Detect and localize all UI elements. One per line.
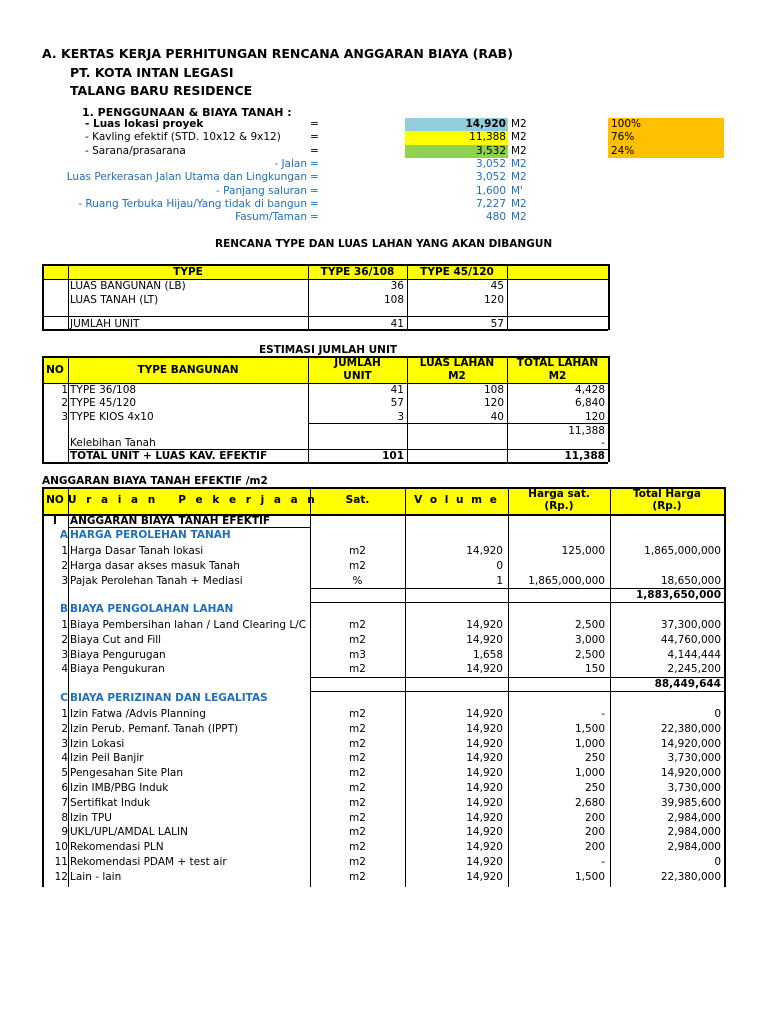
equals-sign: = [310, 211, 319, 224]
percent-value: 100% [611, 118, 642, 130]
total-units: 101 [382, 450, 404, 462]
table-rule [610, 487, 611, 887]
item-description: Biaya Pengurugan [70, 648, 166, 661]
item-unit: m2 [349, 811, 366, 824]
item-unit: m2 [349, 826, 366, 839]
item-volume: 14,920 [466, 619, 503, 631]
item-price: 1,000 [574, 767, 605, 780]
item-unit: m2 [349, 708, 366, 720]
land-use-unit: M2 [511, 144, 527, 157]
excess-value: - [601, 437, 605, 449]
item-number: 12 [54, 870, 68, 883]
column-header: M2 [548, 370, 567, 382]
group-letter: B [59, 603, 68, 615]
estimate-table-caption: ESTIMASI JUMLAH UNIT [259, 344, 398, 356]
item-volume: 14,920 [466, 737, 503, 750]
section-number: I [53, 515, 57, 527]
item-number: 9 [61, 826, 68, 839]
table-rule [42, 316, 608, 317]
land-use-value: 3,052 [475, 171, 506, 184]
table-rule [42, 356, 44, 462]
row-number: 2 [61, 397, 68, 410]
item-total: 2,984,000 [667, 841, 721, 854]
land-use-unit: M' [511, 184, 523, 197]
item-number: 1 [61, 545, 68, 557]
land-use-value: 480 [485, 211, 506, 224]
row-type: TYPE 45/120 [70, 397, 137, 410]
item-description: Pajak Perolehan Tanah + Mediasi [70, 574, 243, 587]
land-use-value: 3,052 [475, 157, 506, 170]
column-header: TYPE BANGUNAN [137, 364, 239, 376]
item-unit: m3 [349, 648, 366, 661]
table-rule [68, 264, 69, 330]
column-header: TYPE 45/120 [420, 266, 494, 278]
table-rule [308, 423, 608, 424]
land-use-unit: M2 [511, 118, 527, 130]
table-rule [407, 264, 408, 330]
item-unit: m2 [349, 782, 366, 794]
item-description: Izin Perub. Pemanf. Tanah (IPPT) [70, 722, 239, 735]
column-header: (Rp.) [652, 500, 682, 512]
row-units: 3 [397, 410, 404, 423]
item-volume: 14,920 [466, 811, 503, 824]
group-letter: A [59, 529, 68, 541]
item-total: 2,984,000 [667, 826, 721, 839]
item-volume: 1,658 [472, 648, 503, 661]
excess-label: Kelebihan Tanah [70, 437, 156, 449]
group-title: HARGA PEROLEHAN TANAH [70, 529, 231, 541]
land-use-value: 1,600 [475, 184, 506, 197]
table-rule [507, 264, 508, 330]
item-price: - [601, 856, 605, 868]
item-volume: 14,920 [466, 826, 503, 839]
item-price: 1,865,000,000 [528, 574, 605, 587]
item-description: Rekomendasi PDAM + test air [70, 856, 227, 868]
table-rule [405, 487, 406, 887]
item-description: Izin IMB/PBG Induk [70, 782, 169, 794]
table-rule [68, 527, 310, 528]
item-unit: m2 [349, 663, 366, 676]
item-number: 3 [61, 648, 68, 661]
item-description: Biaya Pengukuran [70, 663, 165, 676]
item-volume: 14,920 [466, 870, 503, 883]
column-header: TYPE 36/108 [320, 266, 395, 278]
item-price: 125,000 [561, 545, 605, 557]
table-rule [42, 264, 44, 330]
item-number: 2 [61, 559, 68, 572]
column-header: V o l u m e [414, 494, 499, 506]
item-unit: m2 [349, 545, 366, 557]
column-header: Harga sat. [528, 488, 590, 500]
item-volume: 14,920 [466, 767, 503, 780]
item-description: Harga Dasar Tanah lokasi [70, 545, 204, 557]
item-volume: 14,920 [466, 708, 503, 720]
item-number: 1 [61, 708, 68, 720]
row-total: 6,840 [574, 397, 605, 410]
table-rule [42, 356, 608, 358]
table-rule [308, 264, 309, 330]
table-rule [310, 487, 311, 887]
land-use-label: - Ruang Terbuka Hijau/Yang tidak di bangun [78, 197, 307, 210]
total-label: JUMLAH UNIT [70, 318, 140, 330]
group-subtotal: 1,883,650,000 [635, 589, 721, 602]
item-price: 1,500 [574, 722, 605, 735]
land-use-unit: M2 [511, 171, 527, 184]
item-number: 11 [54, 856, 68, 868]
item-unit: m2 [349, 767, 366, 780]
group-title: BIAYA PENGOLAHAN LAHAN [70, 603, 234, 615]
item-price: 3,000 [574, 633, 605, 646]
land-use-value: 3,532 [475, 144, 506, 157]
item-total: 3,730,000 [667, 782, 721, 794]
item-price: 2,500 [574, 619, 605, 631]
item-price: 2,680 [574, 796, 605, 809]
column-header: Total Harga [633, 488, 701, 500]
column-header: TOTAL LAHAN [516, 357, 599, 369]
item-description: Biaya Cut and Fill [70, 633, 162, 646]
group-letter: C [60, 692, 68, 704]
column-header: Sat. [345, 494, 370, 506]
item-description: Harga dasar akses masuk Tanah [70, 559, 240, 572]
table-rule [407, 356, 408, 462]
subtotal-value: 11,388 [568, 425, 605, 437]
item-price: 250 [584, 782, 605, 794]
item-volume: 14,920 [466, 782, 503, 794]
row-value: 120 [483, 293, 504, 306]
row-area: 120 [483, 397, 504, 410]
item-total: 4,144,444 [667, 648, 721, 661]
table-rule [308, 356, 309, 462]
table-rule [68, 449, 608, 450]
item-total: 1,865,000,000 [644, 545, 721, 557]
land-use-unit: M2 [511, 131, 527, 144]
land-use-heading: 1. PENGGUNAAN & BIAYA TANAH : [82, 106, 292, 119]
item-unit: m2 [349, 796, 366, 809]
land-use-value: 7,227 [475, 197, 506, 210]
section-title: ANGGARAN BIAYA TANAH EFEKTIF [70, 515, 271, 527]
column-header: UNIT [343, 370, 372, 382]
item-number: 4 [61, 752, 68, 765]
item-description: Rekomendasi PLN [70, 841, 164, 854]
item-total: 37,300,000 [660, 619, 721, 631]
item-volume: 14,920 [466, 633, 503, 646]
table-rule [608, 264, 610, 330]
item-description: Izin Fatwa /Advis Planning [70, 708, 206, 720]
total-area: 11,388 [564, 450, 605, 462]
item-description: Izin Peil Banjir [70, 752, 144, 765]
row-value: 108 [383, 293, 404, 306]
item-number: 8 [61, 811, 68, 824]
equals-sign: = [310, 184, 319, 197]
table-rule [42, 487, 724, 489]
item-total: 14,920,000 [660, 767, 721, 780]
row-area: 108 [483, 384, 504, 396]
table-rule [310, 691, 724, 692]
row-area: 40 [490, 410, 504, 423]
table-rule [724, 487, 726, 887]
column-header: TYPE [173, 266, 203, 278]
item-price: 200 [584, 841, 605, 854]
item-unit: m2 [349, 619, 366, 631]
item-price: 2,500 [574, 648, 605, 661]
equals-sign: = [310, 118, 319, 130]
item-volume: 14,920 [466, 841, 503, 854]
row-total: 4,428 [574, 384, 605, 396]
item-number: 7 [61, 796, 68, 809]
item-price: 1,500 [574, 870, 605, 883]
item-number: 1 [61, 619, 68, 631]
item-price: 200 [584, 826, 605, 839]
land-use-unit: M2 [511, 211, 527, 224]
item-total: 14,920,000 [660, 737, 721, 750]
project-name: TALANG BARU RESIDENCE [70, 83, 253, 98]
group-title: BIAYA PERIZINAN DAN LEGALITAS [70, 692, 268, 704]
item-volume: 14,920 [466, 796, 503, 809]
table-rule [68, 356, 69, 462]
item-total: 18,650,000 [660, 574, 721, 587]
table-rule [310, 602, 724, 603]
item-description: UKL/UPL/AMDAL LALIN [70, 826, 188, 839]
column-header: NO [46, 494, 64, 506]
group-subtotal: 88,449,644 [654, 678, 721, 691]
land-use-label: - Kavling efektif (STD. 10x12 & 9x12) [85, 131, 281, 144]
document-title: A. KERTAS KERJA PERHITUNGAN RENCANA ANGGARAN BIAYA (RAB) [42, 46, 513, 61]
item-volume: 1 [496, 574, 503, 587]
item-price: 250 [584, 752, 605, 765]
equals-sign: = [310, 131, 319, 144]
item-number: 5 [61, 767, 68, 780]
item-number: 3 [61, 737, 68, 750]
equals-sign: = [310, 171, 319, 184]
percent-value: 24% [611, 144, 635, 157]
column-header: M2 [448, 370, 466, 382]
item-description: Biaya Pembersihan lahan / Land Clearing L/C [70, 619, 307, 631]
table-rule [42, 462, 608, 464]
land-use-unit: M2 [511, 157, 527, 170]
total-label: TOTAL UNIT + LUAS KAV. EFEKTIF [70, 450, 268, 462]
column-header: LUAS LAHAN [419, 357, 495, 369]
land-use-unit: M2 [511, 197, 527, 210]
item-total: 3,730,000 [667, 752, 721, 765]
row-number: 3 [61, 410, 68, 423]
land-use-label: - Luas lokasi proyek [85, 118, 204, 130]
table-rule [507, 356, 508, 462]
item-total: 44,760,000 [660, 633, 721, 646]
item-price: 1,000 [574, 737, 605, 750]
item-unit: m2 [349, 737, 366, 750]
item-unit: % [352, 574, 363, 587]
column-header: JUMLAH [334, 357, 381, 369]
item-unit: m2 [349, 752, 366, 765]
item-number: 6 [61, 782, 68, 794]
land-use-label: - Sarana/prasarana [85, 144, 186, 157]
table-rule [68, 487, 69, 887]
item-total: 22,380,000 [660, 722, 721, 735]
item-total: 0 [714, 708, 721, 720]
item-description: Sertifikat Induk [70, 796, 151, 809]
total-value: 41 [390, 318, 404, 330]
item-volume: 14,920 [466, 856, 503, 868]
item-price: 200 [584, 811, 605, 824]
budget-table-caption: ANGGARAN BIAYA TANAH EFEKTIF /m2 [42, 475, 268, 487]
land-use-value: 11,388 [469, 131, 506, 144]
item-total: 39,985,600 [660, 796, 721, 809]
item-volume: 14,920 [466, 545, 503, 557]
company-name: PT. KOTA INTAN LEGASI [70, 65, 234, 80]
type-table-caption: RENCANA TYPE DAN LUAS LAHAN YANG AKAN DIBANGUN [215, 238, 553, 250]
row-number: 1 [61, 384, 68, 396]
row-value: 36 [390, 280, 404, 292]
item-description: Izin TPU [70, 811, 112, 824]
percent-value: 76% [611, 131, 635, 144]
item-number: 4 [61, 663, 68, 676]
item-description: Lain - lain [70, 870, 122, 883]
row-value: 45 [490, 280, 504, 292]
equals-sign: = [310, 157, 319, 170]
equals-sign: = [310, 144, 319, 157]
item-total: 2,984,000 [667, 811, 721, 824]
item-number: 3 [61, 574, 68, 587]
item-description: Izin Lokasi [70, 737, 125, 750]
table-rule [42, 329, 608, 331]
table-rule [42, 383, 608, 384]
row-type: TYPE 36/108 [70, 384, 137, 396]
table-rule [508, 487, 509, 887]
column-header: NO [46, 364, 64, 376]
item-total: 22,380,000 [660, 870, 721, 883]
table-rule [42, 279, 608, 280]
item-unit: m2 [349, 559, 366, 572]
row-units: 41 [390, 384, 404, 396]
row-type: TYPE KIOS 4x10 [70, 410, 154, 423]
equals-sign: = [310, 197, 319, 210]
item-unit: m2 [349, 633, 366, 646]
item-volume: 0 [496, 559, 503, 572]
row-label: LUAS BANGUNAN (LB) [70, 280, 186, 292]
item-price: - [601, 708, 605, 720]
table-rule [608, 356, 610, 462]
item-volume: 14,920 [466, 752, 503, 765]
column-header: (Rp.) [544, 500, 574, 512]
item-volume: 14,920 [466, 663, 503, 676]
item-unit: m2 [349, 870, 366, 883]
land-use-label: Luas Perkerasan Jalan Utama dan Lingkungan [66, 171, 307, 184]
item-unit: m2 [349, 841, 366, 854]
column-header: U r a i a n P e k e r j a a n [68, 494, 318, 506]
item-total: 2,245,200 [667, 663, 721, 676]
row-units: 57 [390, 397, 404, 410]
item-price: 150 [584, 663, 605, 676]
land-use-label: - Panjang saluran [216, 184, 307, 197]
row-total: 120 [584, 410, 605, 423]
row-label: LUAS TANAH (LT) [70, 293, 159, 306]
item-total: 0 [714, 856, 721, 868]
table-rule [42, 264, 608, 266]
item-unit: m2 [349, 722, 366, 735]
table-rule [42, 487, 44, 887]
item-number: 2 [61, 722, 68, 735]
item-volume: 14,920 [466, 722, 503, 735]
land-use-label: - Jalan [274, 157, 307, 170]
item-unit: m2 [349, 856, 366, 868]
item-number: 2 [61, 633, 68, 646]
total-value: 57 [490, 318, 504, 330]
item-description: Pengesahan Site Plan [70, 767, 184, 780]
item-number: 10 [54, 841, 68, 854]
land-use-value: 14,920 [465, 118, 506, 130]
land-use-label: Fasum/Taman [235, 211, 307, 224]
